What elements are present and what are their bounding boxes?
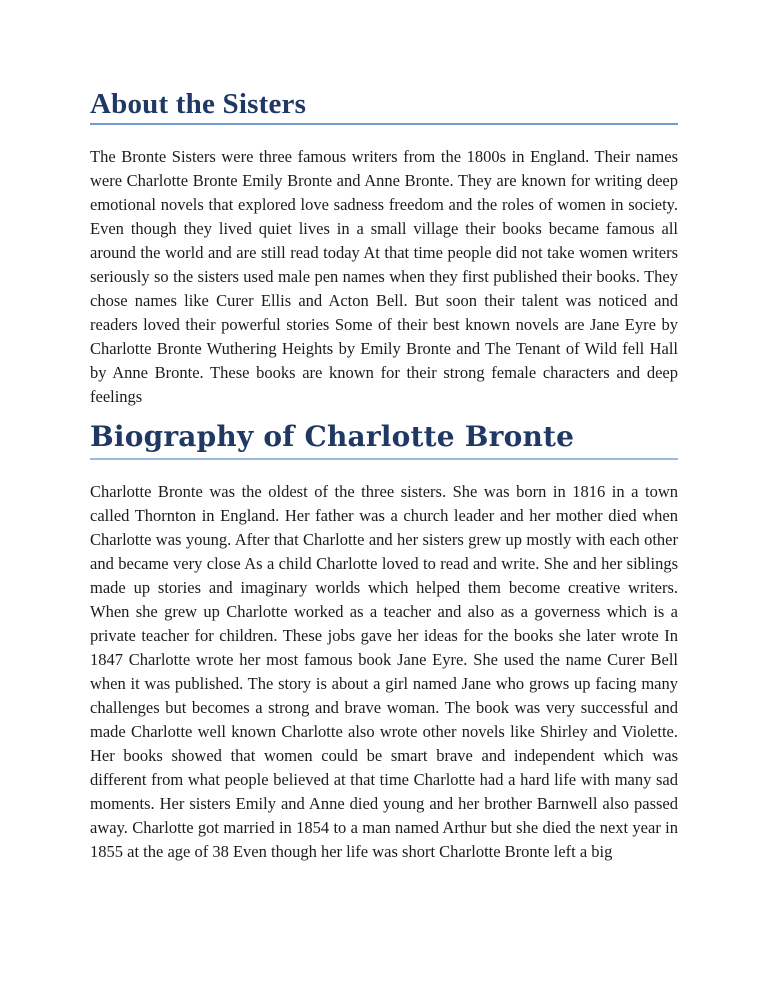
- section-biography-of-charlotte-bronte: [90, 419, 678, 864]
- paragraph-about-the-sisters: The Bronte Sisters were three famous writers from the 1800s in England. Their names were Charlotte Bronte Emily Bronte and Anne Bronte. They are known for writing deep emotional novels that explored love sadness freedom and the roles of women in society. Even though they lived quiet lives in a small village their books became famous all around the world and are still read today At that time people did not take women writers seriously so the sisters used male pen names when they first published their books. They chose names like Curer Ellis and Acton Bell. But soon their talent was noticed and readers loved their powerful stories Some of their best known novels are Jane Eyre by Charlotte Bronte Wuthering Heights by Emily Bronte and The Tenant of Wild fell Hall by Anne Bronte. These books are known for their strong female characters and deep feelings: [90, 147, 678, 406]
- section-about-the-sisters: [90, 88, 678, 409]
- section-heading-biography-of-charlotte-bronte: Biography of Charlotte Bronte: [90, 419, 678, 460]
- section-heading-about-the-sisters: About the Sisters: [90, 88, 678, 125]
- paragraph-biography-of-charlotte-bronte: Charlotte Bronte was the oldest of the three sisters. She was born in 1816 in a town called Thornton in England. Her father was a church leader and her mother died when Charlotte was young. After that Charlotte and her sisters grew up mostly with each other and became very close As a child Charlotte loved to read and write. She and her siblings made up stories and imaginary worlds which helped them become creative writers. When she grew up Charlotte worked as a teacher and also as a governess which is a private teacher for children. These jobs gave her ideas for the books she later wrote In 1847 Charlotte wrote her most famous book Jane Eyre. She used the name Curer Bell when it was published. The story is about a girl named Jane who grows up facing many challenges but becomes a strong and brave woman. The book was very successful and made Charlotte well known Charlotte also wrote other novels like Shirley and Violette. Her books showed that women could be smart brave and independent which was different from what people believed at that time Charlotte had a hard life with many sad moments. Her sisters Emily and Anne died young and her brother Barnwell also passed away. Charlotte got married in 1854 to a man named Arthur but she died the next year in 1855 at the age of 38 Even though her life was short Charlotte Bronte left a big: [90, 482, 678, 861]
